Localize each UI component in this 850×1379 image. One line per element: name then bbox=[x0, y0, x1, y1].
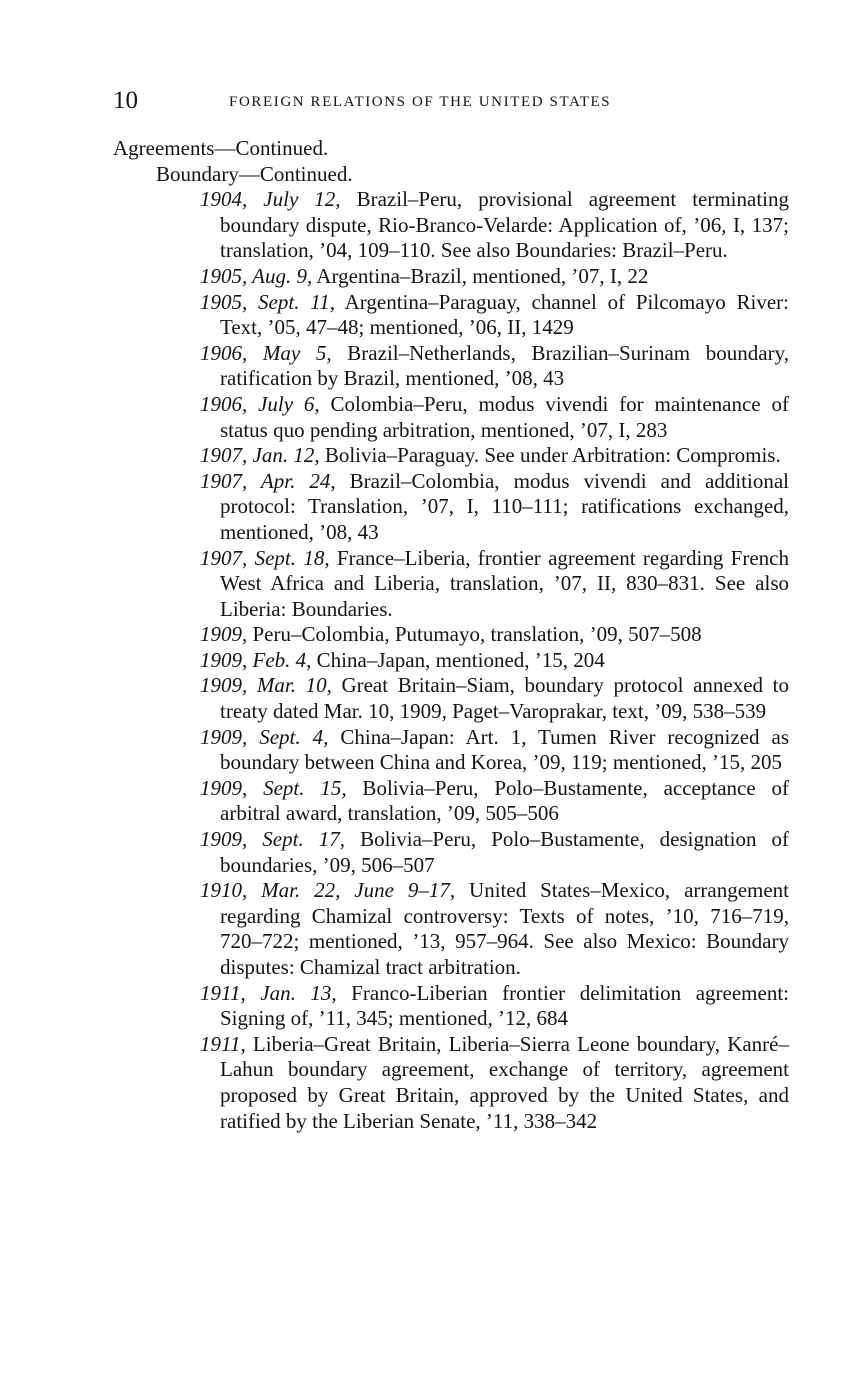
entry-date: 1905, Aug. 9, bbox=[200, 263, 313, 288]
index-entry bbox=[113, 981, 789, 1032]
index-entry bbox=[113, 341, 789, 392]
entry-date: 1909, Mar. 10, bbox=[200, 673, 332, 698]
entry-text: United States–Mexico, arrangement regarding Chamizal controversy: Texts of notes, ’10, 716–719, 720–722; mentioned, ’13, 957–964. See also Mexico: Boundary disputes: Chamizal tract arbitration. bbox=[220, 878, 790, 979]
entry-date: 1911, bbox=[200, 1031, 246, 1056]
index-entry bbox=[113, 469, 789, 546]
entry-date: 1906, July 6, bbox=[200, 391, 320, 416]
entry-text: China–Japan, mentioned, ’15, 204 bbox=[311, 647, 605, 672]
entry-date: 1909, Feb. 4, bbox=[200, 647, 312, 672]
entry-text: Franco-Liberian frontier delimitation agreement: Signing of, ’11, 345; mentioned, ’12, 684 bbox=[220, 980, 790, 1031]
index-entry bbox=[113, 622, 789, 648]
entry-date: 1907, Apr. 24, bbox=[200, 468, 336, 493]
index-entry bbox=[113, 776, 789, 827]
entry-text: Great Britain–Siam, boundary protocol annexed to treaty dated Mar. 10, 1909, Paget–Varoprakar, text, ’09, 538–539 bbox=[220, 673, 789, 724]
entry-date: 1907, Sept. 18, bbox=[200, 545, 330, 570]
entry-date: 1909, Sept. 15, bbox=[200, 775, 347, 800]
index-entry bbox=[113, 546, 789, 623]
entry-date: 1907, Jan. 12, bbox=[200, 443, 320, 468]
index-entry bbox=[113, 264, 789, 290]
entry-date: 1904, July 12, bbox=[200, 187, 341, 212]
index-entry bbox=[113, 187, 789, 264]
entry-text: Peru–Colombia, Putumayo, translation, ’09, 507–508 bbox=[247, 622, 702, 647]
entry-text: Brazil–Netherlands, Brazilian–Surinam boundary, ratification by Brazil, mentioned, ’08, 43 bbox=[220, 340, 789, 391]
index-entry bbox=[113, 673, 789, 724]
entry-text: Colombia–Peru, modus vivendi for maintenance of status quo pending arbitration, mentioned, ’07, I, 283 bbox=[220, 391, 789, 442]
page-number: 10 bbox=[113, 87, 138, 114]
entry-date: 1909, Sept. 17, bbox=[200, 827, 346, 852]
running-head bbox=[113, 86, 793, 116]
entry-text: Brazil–Colombia, modus vivendi and additional protocol: Translation, ’07, I, 110–111; ratifications exchanged, mentioned, ’08, 43 bbox=[220, 468, 789, 544]
index-entry bbox=[113, 648, 789, 674]
entry-text: Argentina–Brazil, mentioned, ’07, I, 22 bbox=[312, 263, 649, 288]
entry-date: 1905, Sept. 11, bbox=[200, 289, 335, 314]
entry-text: Bolivia–Peru, Polo–Bustamente, acceptance of arbitral award, translation, ’09, 505–506 bbox=[220, 775, 790, 826]
index-entry bbox=[113, 827, 789, 878]
running-title: FOREIGN RELATIONS OF THE UNITED STATES bbox=[229, 94, 612, 110]
entry-text: Bolivia–Peru, Polo–Bustamente, designation of boundaries, ’09, 506–507 bbox=[220, 827, 790, 877]
index-entry bbox=[113, 725, 789, 776]
entry-text: Bolivia–Paraguay. See under Arbitration: Compromis. bbox=[319, 443, 781, 468]
entry-date: 1910, Mar. 22, June 9–17, bbox=[200, 878, 456, 903]
entry-date: 1909, Sept. 4, bbox=[200, 724, 329, 749]
entry-text: France–Liberia, frontier agreement regarding French West Africa and Liberia, translation, ’07, II, 830–831. See also Liberia: Boundaries. bbox=[220, 545, 789, 621]
index-body bbox=[113, 136, 789, 1134]
index-entry bbox=[113, 1032, 789, 1134]
entry-text: Argentina–Paraguay, channel of Pilcomayo River: Text, ’05, 47–48; mentioned, ’06, II, 1429 bbox=[220, 289, 789, 340]
entry-date: 1911, Jan. 13, bbox=[200, 980, 337, 1005]
index-subheading-boundary: Boundary—Continued. bbox=[156, 161, 353, 186]
index-entry-list bbox=[113, 187, 789, 1134]
index-entry bbox=[113, 290, 789, 341]
index-heading-agreements: Agreements—Continued. bbox=[113, 136, 329, 160]
entry-text: Liberia–Great Britain, Liberia–Sierra Leone boundary, Kanré–Lahun boundary agreement, exchange of territory, agreement proposed by Great Britain, approved by the United States, and ratified by the Liberian Senate, ’11, 338–342 bbox=[220, 1031, 789, 1133]
entry-date: 1909, bbox=[200, 622, 248, 647]
index-entry bbox=[113, 443, 789, 469]
entry-text: Brazil–Peru, provisional agreement terminating boundary dispute, Rio-Branco-Velarde: Application of, ’06, I, 137; translation, ’04, 109–110. See also Boundaries: Brazil–Peru. bbox=[220, 187, 790, 263]
index-entry bbox=[113, 392, 789, 443]
index-entry bbox=[113, 878, 789, 980]
entry-text: China–Japan: Art. 1, Tumen River recognized as boundary between China and Korea, ’09, 119; mentioned, ’15, 205 bbox=[220, 724, 789, 775]
entry-date: 1906, May 5, bbox=[200, 340, 332, 365]
